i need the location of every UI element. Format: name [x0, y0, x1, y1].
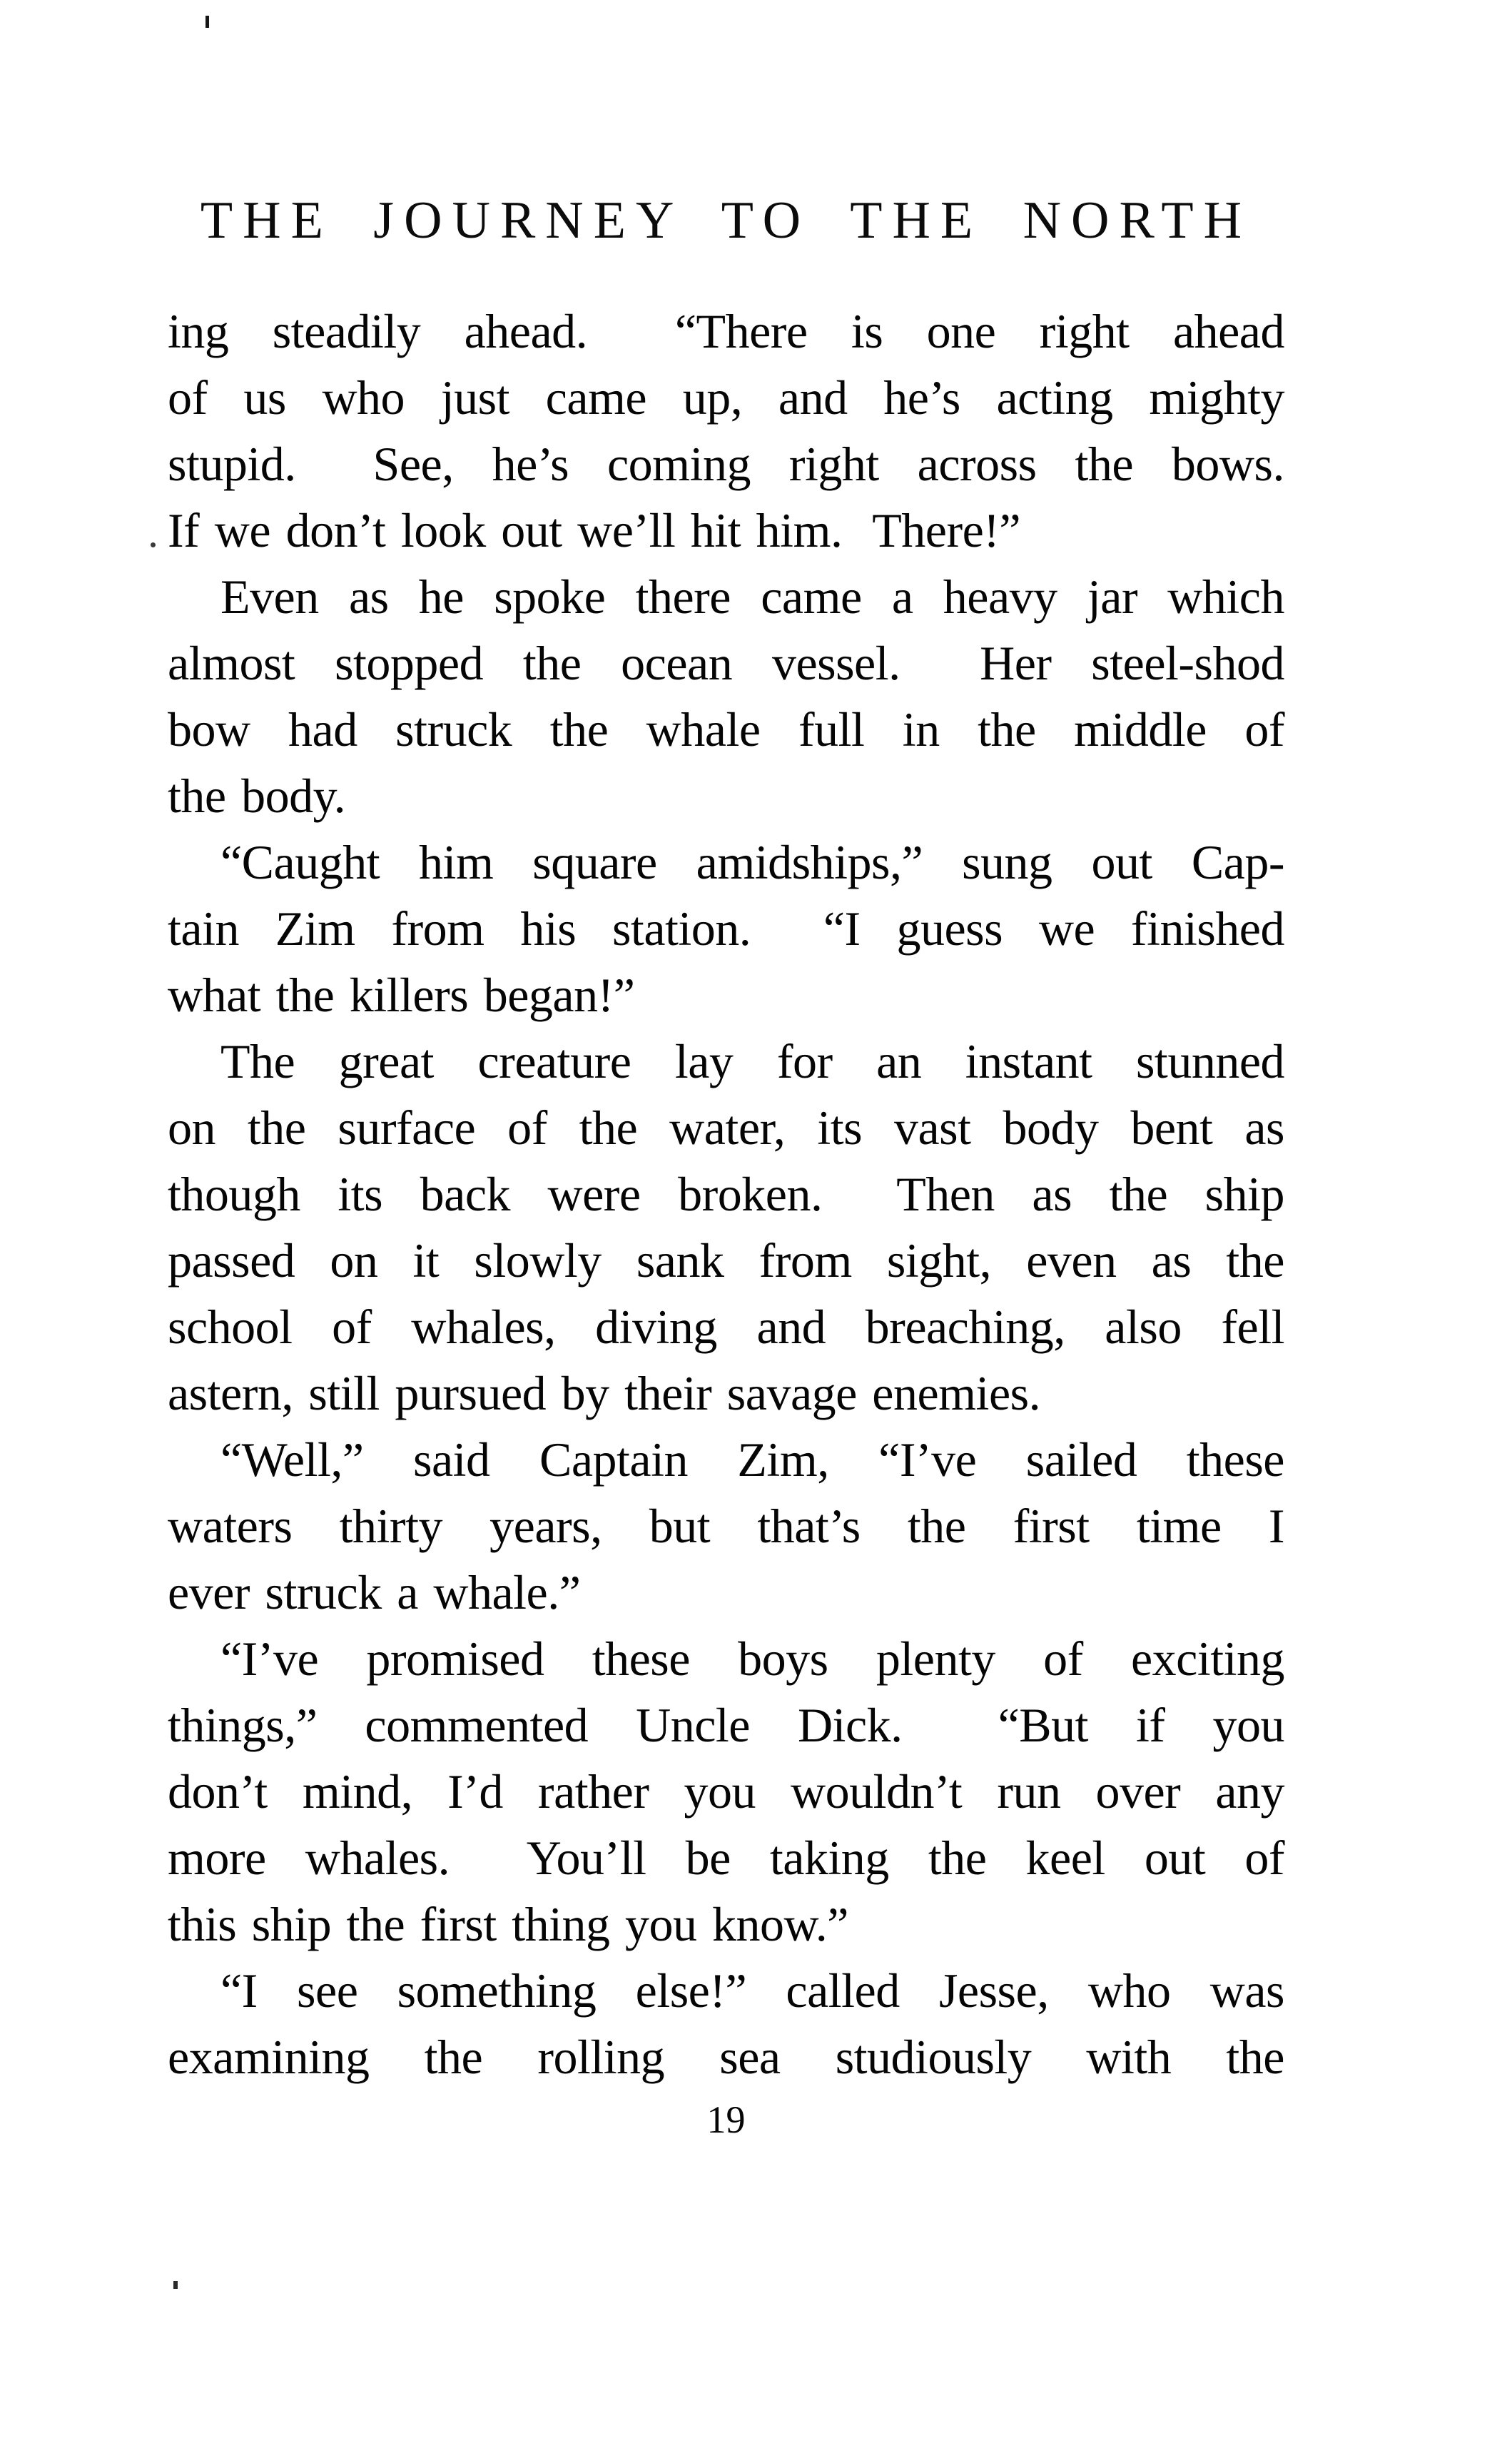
text-line: examining the rolling sea studiously with the [168, 2030, 1284, 2084]
text-line: passed on it slowly sank from sight, even as the [168, 1233, 1284, 1288]
text-line: “I see something else!” called Jesse, who was [220, 1963, 1284, 2018]
text-line: school of whales, diving and breaching, also fell [168, 1300, 1284, 1354]
text-line: tain Zim from his station. “I guess we finished [168, 901, 1284, 956]
text-line: this ship the first thing you know.” [168, 1897, 848, 1951]
text-line: ever struck a whale.” [168, 1565, 581, 1619]
text-line: “I’ve promised these boys plenty of exciting [220, 1632, 1284, 1686]
text-line: on the surface of the water, its vast body bent as [168, 1101, 1284, 1155]
body-text-block [168, 298, 1284, 2090]
text-line: almost stopped the ocean vessel. Her steel-shod [168, 636, 1284, 690]
running-head-title: THE JOURNEY TO THE NORTH [200, 191, 1252, 250]
text-line: “Well,” said Captain Zim, “I’ve sailed these [220, 1432, 1284, 1487]
ink-speck [151, 542, 156, 547]
text-line: what the killers began!” [168, 968, 635, 1022]
page-number: 19 [706, 2098, 746, 2141]
text-line: waters thirty years, but that’s the first time I [168, 1499, 1284, 1553]
ink-speck [206, 16, 209, 28]
text-line: things,” commented Uncle Dick. “But if you [168, 1698, 1284, 1752]
text-line: though its back were broken. Then as the ship [168, 1167, 1284, 1221]
text-line: bow had struck the whale full in the middle of [168, 702, 1284, 757]
text-line: ing steadily ahead. “There is one right ahead [168, 304, 1284, 358]
text-line: The great creature lay for an instant stunned [220, 1034, 1284, 1088]
text-line: astern, still pursued by their savage enemies. [168, 1366, 1041, 1420]
text-line: “Caught him square amidships,” sung out Cap- [220, 835, 1284, 889]
text-line: more whales. You’ll be taking the keel out of [168, 1831, 1284, 1885]
ink-speck [173, 2281, 178, 2289]
text-line: don’t mind, I’d rather you wouldn’t run over any [168, 1764, 1284, 1819]
text-line: Even as he spoke there came a heavy jar which [220, 570, 1284, 624]
text-line: the body. [168, 769, 346, 823]
text-line: If we don’t look out we’ll hit him. There!” [168, 503, 1021, 557]
text-line: of us who just came up, and he’s acting mighty [168, 370, 1284, 425]
text-line: stupid. See, he’s coming right across the bows. [168, 437, 1284, 491]
